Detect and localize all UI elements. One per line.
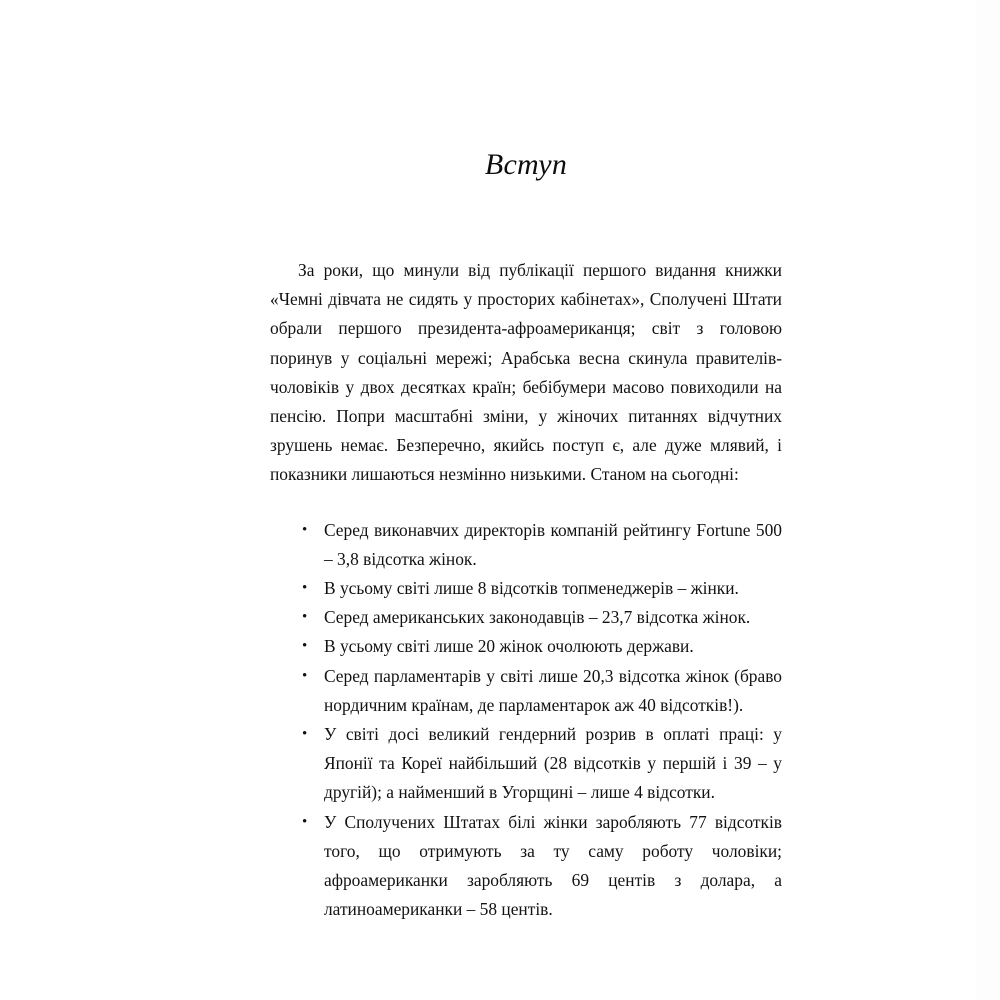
list-item [300,720,782,808]
body-text [270,256,782,924]
list-item-text: • У світі досі великий гендерний розрив в оплаті праці: у Японії та Кореї найбільший (28 відсотків у першій і 39 – у другій); а найменший в Угорщині – лише 4 відсотки. [324,724,782,803]
page-left-margin [0,0,146,1000]
list-item-text: • Серед виконавчих директорів компаній рейтингу Fortune 500 – 3,8 відсотка жінок. [324,519,782,569]
list-item-text: • Серед американських законодавців – 23,7 відсотка жінок. [324,607,751,628]
list-item [300,808,782,925]
list-item [300,574,782,603]
statistics-list [270,516,782,925]
list-item-text: • В усьому світі лише 8 відсотків топменеджерів – жінки. [324,578,739,599]
list-item-text: • Серед парламентарів у світі лише 20,3 відсотка жінок (браво нордичним країнам, де парламентарок аж 40 відсотків!). [324,665,782,715]
list-item [300,662,782,720]
intro-paragraph: За роки, що минули від публікації першого видання книжки «Чемні дівчата не сидять у просторих кабінетах», Сполучені Штати обрали першого президента-афроамериканця; світ з головою поринув у соціальні мережі; Арабська весна скинула правителів-чоловіків у двох десятках країн; бебібумери масово повиходили на пенсію. Попри масштабні зміни, у жіночих питаннях відчутних зрушень немає. Безперечно, якийсь поступ є, але дуже млявий, і показники лишаються незмінно низькими. Станом на сьогодні: [270,260,782,485]
list-item [300,516,782,574]
list-item [300,632,782,661]
list-item [300,603,782,632]
page-content [270,0,782,1000]
page-right-margin [976,0,1000,1000]
list-item-text: • В усьому світі лише 20 жінок очолюють держави. [324,636,694,657]
list-item-text: • У Сполучених Штатах білі жінки заробляють 77 відсотків того, що отримують за ту саму роботу чоловіки; афроамериканки заробляють 69 центів з долара, а латиноамериканки – 58 центів. [324,811,782,920]
chapter-title: Вступ [484,148,568,181]
